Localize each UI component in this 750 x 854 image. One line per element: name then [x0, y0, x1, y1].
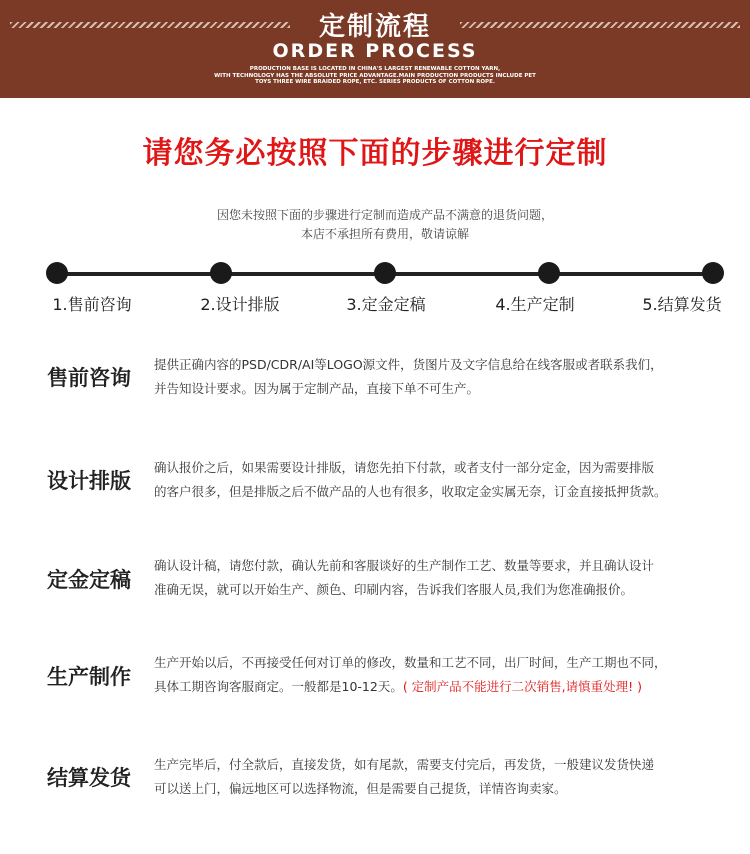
warning-text: ( 定制产品不能进行二次销售,请慎重处理! ) [402, 679, 643, 694]
step-label-1: 1.售前咨询 [52, 295, 132, 314]
banner-fine-print [0, 66, 750, 86]
timeline-dot-1 [46, 262, 68, 284]
banner-fine-print-line: TOYS THREE WIRE BRAIDED ROPE, ETC. SERIES PRODUCTS OF COTTON ROPE. [255, 79, 495, 85]
section-line [154, 675, 744, 699]
section-title-shipping: 结算发货 [47, 766, 131, 790]
banner-title: 定制流程 [318, 12, 431, 42]
banner-fine-print-line: WITH TECHNOLOGY HAS THE ABSOLUTE PRICE ADVANTAGE.MAIN PRODUCTION PRODUCTS INCLUDE PET [214, 72, 536, 79]
section-text-deposit [154, 554, 744, 602]
timeline-dot-5 [702, 262, 724, 284]
section-line: 确认报价之后，如果需要设计排版，请您先拍下付款，或者支付一部分定金，因为需要排版 [154, 460, 655, 475]
section-title-production: 生产制作 [47, 665, 131, 689]
notice-text [0, 206, 750, 244]
section-line: 生产开始以后，不再接受任何对订单的修改，数量和工艺不同，出厂时间，生产工期也不同， [154, 655, 667, 670]
section-text-shipping [154, 753, 744, 801]
step-label-3: 3.定金定稿 [346, 295, 426, 314]
step-label-2: 2.设计排版 [200, 295, 280, 314]
section-text-production [154, 651, 744, 699]
section-line: 确认设计稿，请您付款，确认先前和客服谈好的生产制作工艺、数量等要求，并且确认设计 [154, 558, 655, 573]
section-title-design: 设计排版 [47, 469, 131, 493]
header-banner [0, 0, 750, 98]
section-line: 的客户很多，但是排版之后不做产品的人也有很多，收取定金实属无奈，订金直接抵押货款。 [154, 484, 667, 499]
timeline-dot-4 [538, 262, 560, 284]
banner-subtitle: ORDER PROCESS [272, 40, 478, 62]
section-text-presale [154, 353, 744, 401]
timeline-dot-2 [210, 262, 232, 284]
headline: 请您务必按照下面的步骤进行定制 [142, 136, 608, 171]
section-line: 生产完毕后，付全款后，直接发货，如有尾款，需要支付完后，再发货，一般建议发货快递 [154, 757, 655, 772]
timeline-dot-3 [374, 262, 396, 284]
step-label-5: 5.结算发货 [642, 295, 722, 314]
section-line: 可以送上门，偏远地区可以选择物流，但是需要自己提货，详情咨询卖家。 [154, 781, 567, 796]
section-line: 提供正确内容的PSD/CDR/AI等LOGO源文件，货图片及文字信息给在线客服或者联系我们， [154, 357, 663, 372]
section-line-text: 具体工期咨询客服商定。一般都是10-12天。 [154, 679, 403, 694]
section-line: 并告知设计要求。因为属于定制产品，直接下单不可生产。 [154, 381, 480, 396]
notice-line: 本店不承担所有费用，敬请谅解 [300, 227, 469, 241]
section-text-design [154, 456, 744, 504]
section-title-presale: 售前咨询 [47, 366, 131, 390]
banner-fine-print-line: PRODUCTION BASE IS LOCATED IN CHINA'S LARGEST RENEWABLE COTTON YARN, [249, 66, 501, 72]
notice-line: 因您未按照下面的步骤进行定制而造成产品不满意的退货问题， [216, 208, 553, 222]
banner-title-row [0, 6, 750, 40]
section-title-deposit: 定金定稿 [47, 568, 131, 592]
section-line: 准确无误，就可以开始生产、颜色、印刷内容，告诉我们客服人员,我们为您准确报价。 [154, 582, 633, 597]
step-label-4: 4.生产定制 [495, 295, 575, 314]
